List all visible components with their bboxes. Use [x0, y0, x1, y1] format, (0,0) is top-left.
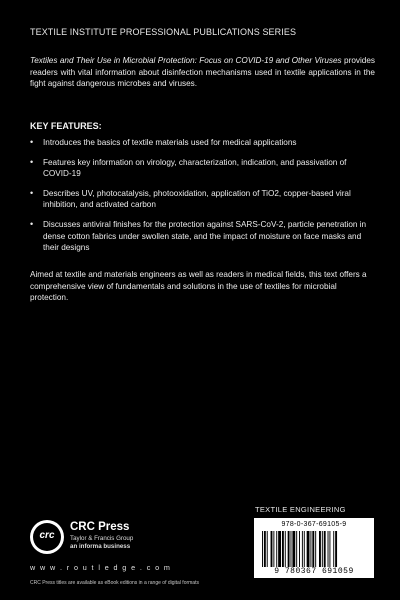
barcode-box: [254, 518, 374, 578]
intro-paragraph: [30, 55, 375, 90]
feature-text: Features key information on virology, characterization, indication, and passivation of COVID-19: [43, 157, 347, 179]
intro-rest: provides readers with vital information about disinfection mechanisms used in textile applications in the fight against dangerous microbes and viruses.: [30, 56, 375, 89]
crc-logo-icon: [30, 520, 64, 554]
aimed-paragraph: Aimed at textile and materials engineers as well as readers in medical fields, this text offers a comprehensive view of fundamentals and solutions in the use of textiles for microbial protection.: [30, 270, 367, 303]
publisher-group: Taylor & Francis Group: [70, 535, 134, 542]
isbn-bottom: 9 780367 691059: [274, 567, 354, 576]
list-item: [30, 157, 375, 180]
bullet-icon: •: [30, 187, 34, 198]
publisher-logo: [30, 520, 160, 560]
book-title: Textiles and Their Use in Microbial Protection: Focus on COVID-19 and Other Viruses: [30, 56, 342, 65]
bullet-icon: •: [30, 218, 34, 229]
logo-text: crc: [39, 530, 55, 541]
category-label: TEXTILE ENGINEERING: [255, 505, 346, 514]
series-title: TEXTILE INSTITUTE PROFESSIONAL PUBLICATIONS SERIES: [30, 27, 297, 37]
publisher-tagline: an informa business: [70, 543, 131, 550]
bullet-icon: •: [30, 137, 34, 147]
list-item: [30, 188, 375, 211]
barcode-icon: [260, 531, 368, 567]
key-features-heading: KEY FEATURES:: [30, 121, 102, 131]
list-item: [30, 219, 375, 254]
bullet-icon: •: [30, 156, 34, 167]
publisher-name: CRC Press: [70, 521, 130, 533]
publisher-footnote: CRC Press titles are available as eBook editions in a range of digital formats: [30, 580, 199, 586]
list-item: [30, 137, 375, 149]
feature-text: Describes UV, photocatalysis, photooxidation, application of TiO2, copper-based viral inhibition, and activated carbon: [43, 188, 351, 210]
feature-text: Introduces the basics of textile materials used for medical applications: [43, 138, 297, 147]
feature-text: Discusses antiviral finishes for the protection against SARS-CoV-2, particle penetration in dense cotton fabrics under swollen state, and the impact of moisture on face masks and their designs: [43, 219, 367, 253]
publisher-url: w w w . r o u t l e d g e . c o m: [30, 563, 172, 572]
key-features-list: [30, 137, 375, 262]
isbn-top: 978-0-367-69105-9: [281, 521, 347, 528]
